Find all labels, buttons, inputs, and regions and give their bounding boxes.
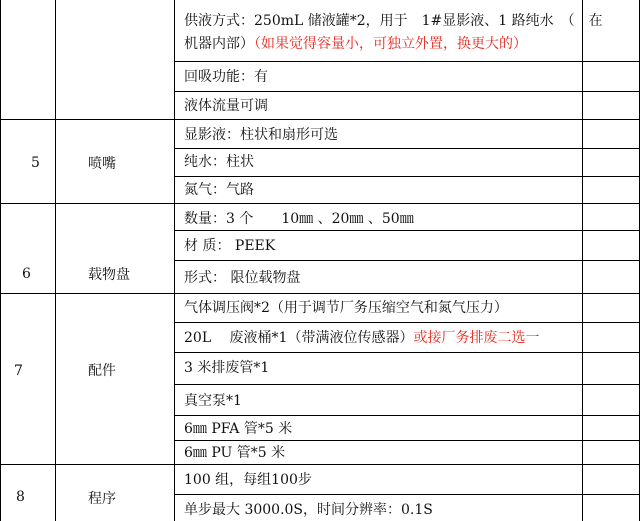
supply-method-red-note: （如果觉得容量小，可独立外置，换更大的）	[254, 36, 527, 52]
supply-method-line2	[184, 35, 527, 53]
carrier-quantity: 数量：3 个 10㎜ 、20㎜ 、50㎜	[184, 211, 414, 227]
accessory-gas-regulator: 气体调压阀*2（用于调节厂务压缩空气和氮气压力）	[184, 300, 508, 316]
accessory-pfa-tube: 6㎜ PFA 管*5 米	[184, 421, 293, 437]
carrier-form: 形式： 限位载物盘	[184, 270, 301, 286]
program-step-max: 单步最大 3000.0S，时间分辨率：0.1S	[184, 502, 433, 518]
nozzle-pure-water: 纯水：柱状	[184, 154, 254, 170]
row-name-program: 程序	[88, 491, 116, 507]
liquid-flow-adjustable: 液体流量可调	[184, 98, 268, 114]
row-name-accessories: 配件	[88, 363, 116, 379]
accessory-pu-tube: 6㎜ PU 管*5 米	[184, 445, 286, 461]
waste-tank-red-note: 或接厂务排废二选一	[413, 330, 540, 346]
suck-back-function: 回吸功能：有	[184, 69, 268, 85]
row-number-7: 7	[14, 363, 23, 379]
carrier-material: 材 质： PEEK	[184, 238, 276, 254]
accessory-vacuum-pump: 真空泵*1	[184, 393, 242, 409]
row-number-5: 5	[31, 155, 40, 171]
nozzle-developer: 显影液：柱状和扇形可选	[184, 127, 338, 143]
waste-tank-text: 20L 废液桶*1（带满液位传感器）	[184, 330, 414, 346]
row-name-carrier: 载物盘	[88, 267, 130, 283]
supply-method-line1: 供液方式：250mL 储液罐*2，用于 1#显影液、1 路纯水 （ 在	[184, 13, 603, 29]
row-name-nozzle: 喷嘴	[88, 156, 116, 172]
row-number-8: 8	[16, 489, 25, 505]
row-number-6: 6	[22, 266, 31, 282]
accessory-waste-tank	[184, 329, 539, 347]
supply-method-note: 机器内部）	[184, 36, 254, 52]
program-groups: 100 组，每组100步	[184, 472, 312, 488]
nozzle-nitrogen: 氮气：气路	[184, 182, 254, 198]
accessory-drain-pipe: 3 米排废管*1	[184, 360, 270, 376]
